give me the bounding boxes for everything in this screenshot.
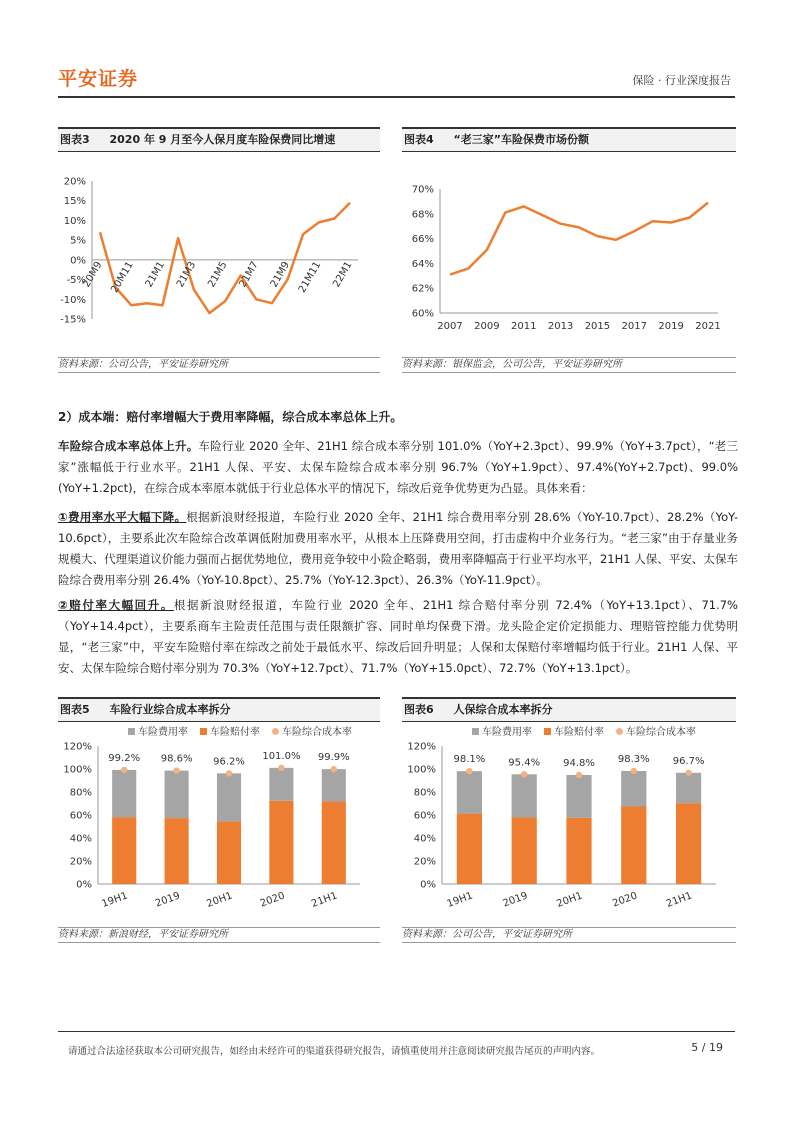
x-tick-label: 2020 [611, 890, 639, 910]
x-tick-label: 21M9 [268, 259, 293, 290]
legend-label-loss: 车险赔付率 [210, 727, 260, 738]
x-tick-label: 20H1 [205, 890, 235, 910]
figure-4-source: 资料来源：银保监会，公司公告，平安证券研究所 [402, 357, 736, 373]
x-tick-label: 19H1 [445, 890, 475, 910]
y-tick-label: 60% [69, 810, 92, 822]
figure-3-number: 图表3 [60, 133, 90, 146]
figure-6-chart [402, 722, 736, 927]
legend-swatch-expense [128, 728, 135, 735]
figure-4-chart [402, 155, 736, 355]
bar-expense-ratio [457, 771, 482, 813]
y-tick-label: 80% [69, 787, 92, 799]
bar-loss-ratio [457, 814, 482, 884]
y-tick-label: 100% [407, 764, 436, 776]
bar-expense-ratio [621, 771, 646, 807]
bar-expense-ratio [512, 774, 537, 817]
paragraph-3-lead: ②赔付率大幅回升。 [58, 598, 174, 612]
footer-disclaimer: 请通过合法途径获取本公司研究报告，如经由未经许可的渠道获得研究报告，请慎重使用并注意阅读研究报告尾页的声明内容。 [68, 1046, 601, 1057]
paragraph-3-body: 根据新浪财经报道，车险行业 2020 全年、21H1 综合赔付率分别 72.4%（YoY+13.1pct）、71.7%（YoY+14.4pct），主要系商车主险责任范围与责任限额扩容、同时单均保费下滑。龙头险企定价定损能力、理赔管控能力优势明显，“老三家”中，平安车险赔付率在综改之前处于最低水平、综改后回升明显；人保和太保赔付率增幅均低于行业。21H1 人保、平安、太保车险综合赔付率分别为 70.3%（YoY+12.7pct）、71.7%（YoY+15.0pct）、72.7%（YoY+13.1pct）。 [58, 598, 738, 675]
y-tick-label: 60% [411, 308, 434, 320]
legend-swatch-loss [544, 728, 551, 735]
y-tick-label: 5% [70, 235, 86, 247]
combined-ratio-marker [278, 765, 284, 771]
y-tick-label: 120% [407, 741, 436, 753]
paragraph-1-body: 车险行业 2020 全年、21H1 综合成本率分别 101.0%（YoY+2.3pct）、99.9%（YoY+3.7pct），“老三家”涨幅低于行业水平。21H1 人保、平安、太保车险综合成本率分别 96.7%（YoY+1.9pct）、97.4%(YoY+2.7pct)、99.0%(YoY+1.2pct)，在综合成本率原本就低于行业总体水平的情况下，综改后竞争优势更为凸显。具体来看： [58, 439, 739, 495]
section-heading: 2）成本端：赔付率增幅大于费用率降幅，综合成本率总体上升。 [58, 410, 403, 424]
combined-ratio-marker [466, 768, 472, 774]
figure-5-number: 图表5 [60, 703, 90, 716]
bar-loss-ratio [676, 803, 701, 884]
y-tick-label: 120% [63, 741, 92, 753]
x-tick-label: 20H1 [555, 890, 585, 910]
figure-6-title: 人保综合成本率拆分 [453, 703, 553, 716]
x-tick-label: 2013 [547, 321, 574, 332]
x-tick-label: 2011 [510, 321, 537, 332]
y-tick-label: 0% [76, 879, 92, 891]
figure-5-source: 资料来源：新浪财经，平安证券研究所 [58, 927, 380, 943]
y-tick-label: 20% [69, 856, 92, 868]
bar-expense-ratio [112, 770, 136, 817]
y-tick-label: 70% [411, 184, 434, 196]
x-tick-label: 21M7 [237, 259, 261, 290]
y-tick-label: 20% [63, 176, 86, 188]
combined-ratio-marker [521, 771, 527, 777]
y-tick-label: 0% [70, 255, 86, 267]
paragraph-2 [58, 507, 738, 591]
report-category: 保险 · 行业深度报告 [632, 74, 731, 87]
figure-6-title-bar [402, 697, 736, 722]
x-tick-label: 2017 [621, 321, 648, 332]
legend-marker-combined [272, 728, 279, 735]
x-tick-label: 2015 [584, 321, 611, 332]
y-tick-label: 0% [420, 879, 436, 891]
bar-expense-ratio [165, 771, 189, 818]
bar-expense-ratio [269, 768, 293, 801]
legend-label-expense: 车险费用率 [138, 727, 188, 738]
x-tick-label: 21M11 [296, 259, 324, 295]
legend-label-expense: 车险费用率 [482, 727, 532, 738]
bar-loss-ratio [269, 801, 293, 884]
legend-swatch-loss [200, 728, 207, 735]
data-label: 94.8% [563, 757, 595, 769]
x-tick-label: 21M3 [174, 259, 199, 290]
header-divider [58, 96, 735, 98]
y-tick-label: 60% [413, 810, 436, 822]
legend-swatch-expense [472, 728, 479, 735]
y-tick-label: 10% [63, 215, 86, 227]
footer-divider [58, 1031, 735, 1032]
y-tick-label: -10% [60, 294, 86, 306]
bar-expense-ratio [676, 773, 701, 803]
x-tick-label: 20M9 [81, 259, 105, 290]
x-tick-label: 21H1 [310, 890, 339, 910]
x-tick-label: 2009 [474, 321, 500, 332]
data-label: 96.7% [672, 755, 705, 767]
legend-label-combined: 车险综合成本率 [282, 727, 352, 738]
x-tick-label: 2021 [695, 321, 721, 332]
bar-loss-ratio [621, 806, 646, 884]
premium-growth-line [100, 203, 350, 313]
figure-6-source: 资料来源：公司公告，平安证券研究所 [402, 927, 736, 943]
x-tick-label: 2020 [258, 890, 287, 910]
x-tick-label: 21M5 [206, 259, 230, 290]
x-tick-label: 20M11 [109, 259, 136, 295]
y-tick-label: 20% [413, 856, 436, 868]
y-tick-label: 80% [413, 787, 436, 799]
data-label: 99.2% [108, 752, 141, 764]
figure-4-title: “老三家”车险保费市场份额 [453, 133, 589, 146]
y-tick-label: 68% [411, 209, 434, 221]
bar-loss-ratio [165, 818, 189, 884]
x-tick-label: 21H1 [664, 890, 694, 910]
brand-logo: 平安证券 [58, 68, 139, 90]
figure-3-title-bar [58, 127, 380, 152]
x-tick-label: 21M1 [143, 259, 168, 290]
x-tick-label: 2019 [501, 890, 530, 910]
y-tick-label: -5% [66, 275, 86, 287]
combined-ratio-marker [685, 770, 691, 776]
paragraph-3 [58, 595, 738, 679]
figure-5 [58, 697, 380, 943]
combined-ratio-marker [226, 770, 232, 776]
paragraph-2-lead: ①费用率水平大幅下降。 [58, 510, 187, 524]
y-tick-label: 66% [411, 234, 434, 246]
x-tick-label: 2019 [153, 890, 182, 910]
figure-4-number: 图表4 [404, 133, 434, 146]
paragraph-2-body: 根据新浪财经报道，车险行业 2020 全年、21H1 综合费用率分别 28.6%（YoY-10.7pct）、28.2%（YoY-10.6pct），主要系此次车险综合改革调低附加费用率水平，从根本上压降费用空间，打击虚构中介业务行为。“老三家”由于存量业务规模大、代理渠道议价能力强而占据优势地位，费用竞争较中小险企略弱，费用率降幅高于行业平均水平，21H1 人保、平安、太保车险综合费用率分别 26.4%（YoY-10.8pct）、25.7%（YoY-12.3pct）、26.3%（YoY-11.9pct）。 [58, 510, 738, 587]
combined-ratio-marker [173, 767, 179, 773]
y-tick-label: 64% [411, 258, 434, 270]
figure-3-chart [58, 155, 380, 355]
combined-ratio-marker [576, 772, 582, 778]
legend-marker-combined [616, 728, 623, 735]
bar-loss-ratio [566, 818, 591, 884]
bar-loss-ratio [512, 817, 537, 884]
figure-4-title-bar [402, 127, 736, 152]
bar-loss-ratio [217, 821, 241, 884]
y-tick-label: 62% [411, 283, 434, 295]
data-label: 98.1% [453, 754, 486, 766]
figure-4 [402, 127, 736, 373]
y-tick-label: 40% [69, 833, 92, 845]
bar-expense-ratio [566, 775, 591, 818]
bar-expense-ratio [217, 773, 241, 821]
page-number: 5 / 19 [691, 1041, 723, 1054]
combined-ratio-marker [121, 767, 127, 773]
combined-ratio-marker [331, 766, 337, 772]
y-tick-label: 15% [63, 196, 86, 208]
legend-label-loss: 车险赔付率 [554, 727, 604, 738]
data-label: 96.2% [213, 756, 245, 768]
data-label: 99.9% [317, 752, 350, 764]
figure-6 [402, 697, 736, 943]
market-share-line [450, 203, 708, 275]
figure-5-title: 车险行业综合成本率拆分 [109, 703, 231, 716]
paragraph-1-lead: 车险综合成本率总体上升。 [58, 439, 199, 453]
figure-5-chart [58, 722, 380, 927]
data-label: 98.6% [160, 753, 193, 765]
x-tick-label: 19H1 [100, 890, 130, 910]
bar-expense-ratio [322, 769, 346, 801]
bar-loss-ratio [322, 802, 346, 884]
x-tick-label: 2019 [658, 321, 684, 332]
legend-label-combined: 车险综合成本率 [626, 727, 696, 738]
y-tick-label: 100% [63, 764, 92, 776]
combined-ratio-marker [631, 768, 637, 774]
y-tick-label: -15% [60, 314, 86, 326]
figure-3-source: 资料来源：公司公告，平安证券研究所 [58, 357, 380, 373]
y-tick-label: 40% [413, 833, 436, 845]
figure-3 [58, 127, 380, 373]
figure-6-number: 图表6 [404, 703, 434, 716]
paragraph-1 [58, 436, 738, 499]
data-label: 95.4% [508, 757, 541, 769]
x-tick-label: 2007 [437, 321, 463, 332]
bar-loss-ratio [112, 817, 136, 884]
data-label: 101.0% [262, 750, 301, 762]
figure-5-title-bar [58, 697, 380, 722]
x-tick-label: 22M1 [331, 259, 355, 290]
data-label: 98.3% [617, 753, 650, 765]
figure-3-title: 2020 年 9 月至今人保月度车险保费同比增速 [109, 133, 336, 146]
